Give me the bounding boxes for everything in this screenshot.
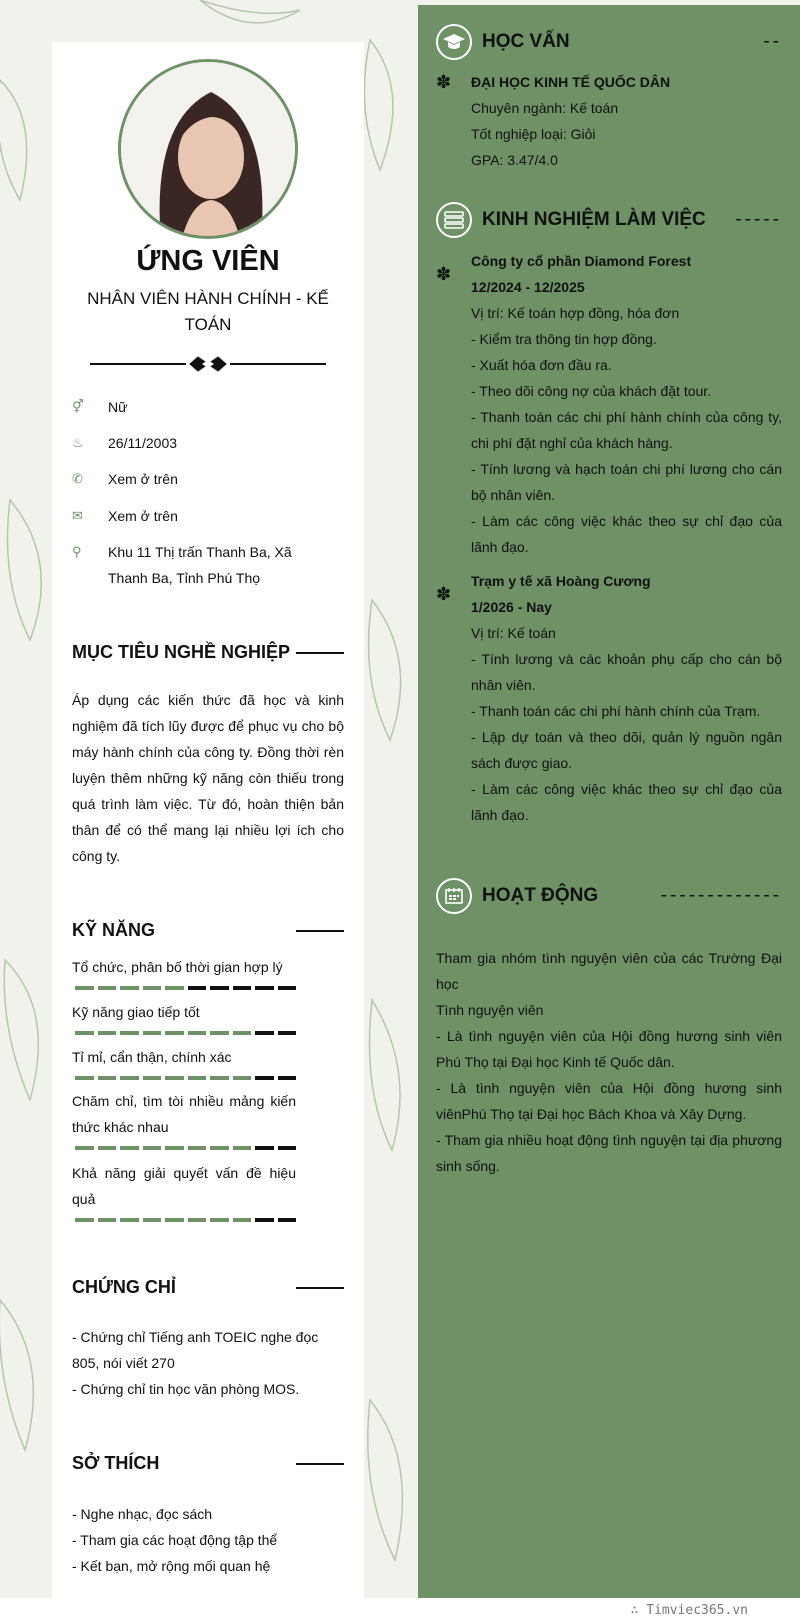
section-hobbies (72, 1453, 344, 1474)
phone-icon: ✆ (72, 471, 83, 486)
skill-level-segment (233, 1076, 252, 1080)
skill-level-segment (188, 1031, 207, 1035)
certificate-item: - Chứng chỉ tin học văn phòng MOS. (72, 1381, 300, 1397)
hobby-item: - Tham gia các hoạt động tập thể (72, 1532, 278, 1548)
skill-level-bar (72, 1218, 296, 1222)
skill-level-segment (255, 1031, 274, 1035)
section-heading: SỞ THÍCH (72, 1453, 160, 1473)
section-education (436, 24, 782, 60)
skill-level-segment (120, 1146, 139, 1150)
heading-dashes: ------------- (660, 885, 782, 906)
gender-icon: ⚥ (72, 399, 84, 414)
skill-level-bar (72, 1076, 296, 1080)
heading-dashes: ----- (735, 209, 782, 230)
activity-item: - Tham gia nhiều hoạt động tình nguyện tại địa phương sinh sống. (436, 1132, 782, 1174)
skill-level-bar (72, 1031, 296, 1035)
flower-bullet-icon: ✽ (436, 264, 452, 284)
skill-level-segment (120, 1218, 139, 1222)
info-value: Nữ (108, 399, 128, 415)
hobby-item: - Kết bạn, mở rộng mối quan hệ (72, 1558, 271, 1574)
skill-item (72, 1044, 296, 1080)
activity-item: - Là tình nguyện viên của Hội đồng hương sinh viên Phú Thọ tại Đại học Kinh tế Quốc dân. (436, 1028, 782, 1070)
skill-item (72, 954, 296, 990)
info-value: Xem ở trên (108, 471, 178, 487)
skill-level-segment (98, 1218, 117, 1222)
section-heading: CHỨNG CHỈ (72, 1277, 176, 1297)
skill-level-segment (75, 1031, 94, 1035)
skill-item (72, 1088, 296, 1150)
skill-level-segment (210, 1076, 229, 1080)
job-detail: - Làm các công việc khác theo sự chỉ đạo của lãnh đạo. (471, 513, 782, 555)
skill-level-segment (188, 1146, 207, 1150)
section-activities (436, 878, 782, 914)
skill-level-segment (255, 986, 274, 990)
envelope-icon: ✉ (72, 508, 83, 523)
skill-name: Tổ chức, phân bố thời gian hợp lý (72, 959, 283, 975)
info-value: Khu 11 Thị trấn Thanh Ba, Xã Thanh Ba, Tỉnh Phú Thọ (108, 544, 292, 586)
skill-level-segment (278, 1076, 297, 1080)
job-title: NHÂN VIÊN HÀNH CHÍNH - KẾ TOÁN (87, 289, 329, 334)
skill-level-segment (188, 986, 207, 990)
skill-level-segment (75, 1076, 94, 1080)
skill-level-segment (165, 986, 184, 990)
flower-bullet-icon: ✽ (436, 584, 452, 604)
info-value: Xem ở trên (108, 508, 178, 524)
skill-level-segment (165, 1218, 184, 1222)
skill-level-segment (143, 1076, 162, 1080)
skill-level-segment (233, 986, 252, 990)
skill-item (72, 999, 296, 1035)
heading-dashes: -- (763, 31, 782, 52)
skill-level-segment (165, 1146, 184, 1150)
job-detail: - Lập dự toán và theo dõi, quản lý nguồn ngân sách được giao. (471, 729, 782, 771)
section-heading: MỤC TIÊU NGHỀ NGHIỆP (72, 642, 291, 662)
skill-level-segment (278, 1146, 297, 1150)
heading-line (296, 1287, 344, 1289)
job-detail: Vị trí: Kế toán (471, 625, 556, 641)
skill-level-segment (255, 1146, 274, 1150)
skill-level-segment (143, 986, 162, 990)
activity-item: Tình nguyện viên (436, 1002, 544, 1018)
activity-item: - Là tình nguyện viên của Hội đồng hương sinh viênPhú Thọ tại Đại học Bách Khoa và Xây Dựng. (436, 1080, 782, 1122)
info-birthday (72, 430, 312, 456)
section-heading: KỸ NĂNG (72, 920, 156, 940)
education-detail: GPA: 3.47/4.0 (471, 152, 558, 168)
job-item (436, 568, 782, 828)
skill-level-segment (210, 986, 229, 990)
section-heading: HOẠT ĐỘNG (482, 885, 599, 906)
education-item (436, 69, 782, 173)
education-detail: Tốt nghiệp loại: Giỏi (471, 126, 596, 142)
section-heading: KINH NGHIỆM LÀM VIỆC (482, 209, 706, 230)
section-certificates (72, 1277, 344, 1298)
skill-level-segment (210, 1218, 229, 1222)
skill-level-segment (278, 1218, 297, 1222)
hobbies-list (72, 1501, 344, 1579)
skill-level-segment (278, 1031, 297, 1035)
skill-level-segment (143, 1031, 162, 1035)
skill-name: Khả năng giải quyết vấn đề hiệu quả (72, 1165, 296, 1207)
candidate-name: ỨNG VIÊN (136, 245, 280, 277)
activities-list (436, 945, 782, 1179)
section-heading: HỌC VẤN (482, 31, 570, 52)
section-skills (72, 920, 344, 941)
map-marker-icon: ⚲ (72, 544, 82, 559)
job-detail: - Theo dõi công nợ của khách đặt tour. (471, 383, 712, 399)
objective-text: Áp dụng các kiến thức đã học và kinh nghiệm đã tích lũy được để phục vụ cho bộ máy hành chính của công ty. Đồng thời rèn luyện thêm những kỹ năng còn thiếu trong quá trình làm việc. Từ đó, hoàn thiện bản thân để có thể mang lại nhiều lợi ích cho công ty. (72, 692, 344, 864)
skill-level-segment (233, 1218, 252, 1222)
skill-level-segment (120, 1076, 139, 1080)
skill-level-segment (188, 1076, 207, 1080)
certificate-item: - Chứng chỉ Tiếng anh TOEIC nghe đọc 805, nói viết 270 (72, 1329, 319, 1371)
job-detail: - Xuất hóa đơn đầu ra. (471, 357, 612, 373)
skill-name: Chăm chỉ, tìm tòi nhiều mảng kiến thức khác nhau (72, 1093, 296, 1135)
heading-line (296, 930, 344, 932)
skill-level-segment (75, 1146, 94, 1150)
job-detail: Vị trí: Kế toán hợp đồng, hóa đơn (471, 305, 680, 321)
books-icon (436, 202, 472, 238)
graduation-cap-icon (436, 24, 472, 60)
skill-level-segment (210, 1031, 229, 1035)
skill-level-segment (255, 1218, 274, 1222)
heading-line (296, 1463, 344, 1465)
company-name: Trạm y tế xã Hoàng Cương (471, 573, 651, 589)
job-item (436, 248, 782, 560)
ornament-divider (90, 356, 326, 372)
skill-level-segment (278, 986, 297, 990)
skill-level-segment (165, 1076, 184, 1080)
job-detail: - Thanh toán các chi phí hành chính của công ty, chi phí đặt nghỉ của khách hàng. (471, 409, 782, 451)
flower-bullet-icon: ✽ (436, 72, 452, 92)
birthday-cake-icon: ♨ (72, 435, 84, 450)
hobby-item: - Nghe nhạc, đọc sách (72, 1506, 213, 1522)
skill-level-segment (233, 1146, 252, 1150)
info-phone (72, 466, 312, 492)
skill-level-segment (98, 986, 117, 990)
info-value: 26/11/2003 (108, 435, 178, 451)
certificates-list (72, 1324, 344, 1402)
skill-level-segment (120, 1031, 139, 1035)
job-detail: - Thanh toán các chi phí hành chính của Trạm. (471, 703, 761, 719)
school-name: ĐẠI HỌC KINH TẾ QUỐC DÂN (471, 74, 671, 90)
watermark: ∴ Timviec365.vn (630, 1603, 748, 1618)
skill-level-segment (98, 1146, 117, 1150)
skill-name: Tỉ mỉ, cẩn thận, chính xác (72, 1049, 232, 1065)
skill-level-segment (120, 986, 139, 990)
job-period: 12/2024 - 12/2025 (471, 279, 585, 295)
skill-level-segment (143, 1218, 162, 1222)
avatar (118, 59, 298, 239)
info-gender (72, 394, 312, 420)
skill-level-segment (233, 1031, 252, 1035)
company-name: Công ty cổ phần Diamond Forest (471, 253, 692, 269)
skill-level-bar (72, 1146, 296, 1150)
education-detail: Chuyên ngành: Kế toán (471, 100, 619, 116)
activity-item: Tham gia nhóm tình nguyện viên của các Trường Đại học (436, 950, 782, 992)
skill-item (72, 1160, 296, 1222)
job-detail: - Tính lương và các khoản phụ cấp cho cán bộ nhân viên. (471, 651, 782, 693)
skill-level-segment (143, 1146, 162, 1150)
skill-name: Kỹ năng giao tiếp tốt (72, 1004, 200, 1020)
job-detail: - Làm các công việc khác theo sự chỉ đạo của lãnh đạo. (471, 781, 782, 823)
section-experience (436, 202, 782, 238)
info-email (72, 503, 312, 529)
calendar-icon (436, 878, 472, 914)
skill-level-segment (255, 1076, 274, 1080)
section-objective (72, 642, 344, 663)
heading-line (296, 652, 344, 654)
skill-level-segment (188, 1218, 207, 1222)
skill-level-segment (210, 1146, 229, 1150)
job-period: 1/2026 - Nay (471, 599, 552, 615)
skill-level-bar (72, 986, 296, 990)
job-detail: - Kiểm tra thông tin hợp đồng. (471, 331, 657, 347)
skill-level-segment (98, 1076, 117, 1080)
skill-level-segment (98, 1031, 117, 1035)
skill-level-segment (75, 986, 94, 990)
skill-level-segment (75, 1218, 94, 1222)
skill-level-segment (165, 1031, 184, 1035)
job-detail: - Tính lương và hạch toán chi phí lương cho cán bộ nhân viên. (471, 461, 782, 503)
info-address (72, 539, 312, 591)
